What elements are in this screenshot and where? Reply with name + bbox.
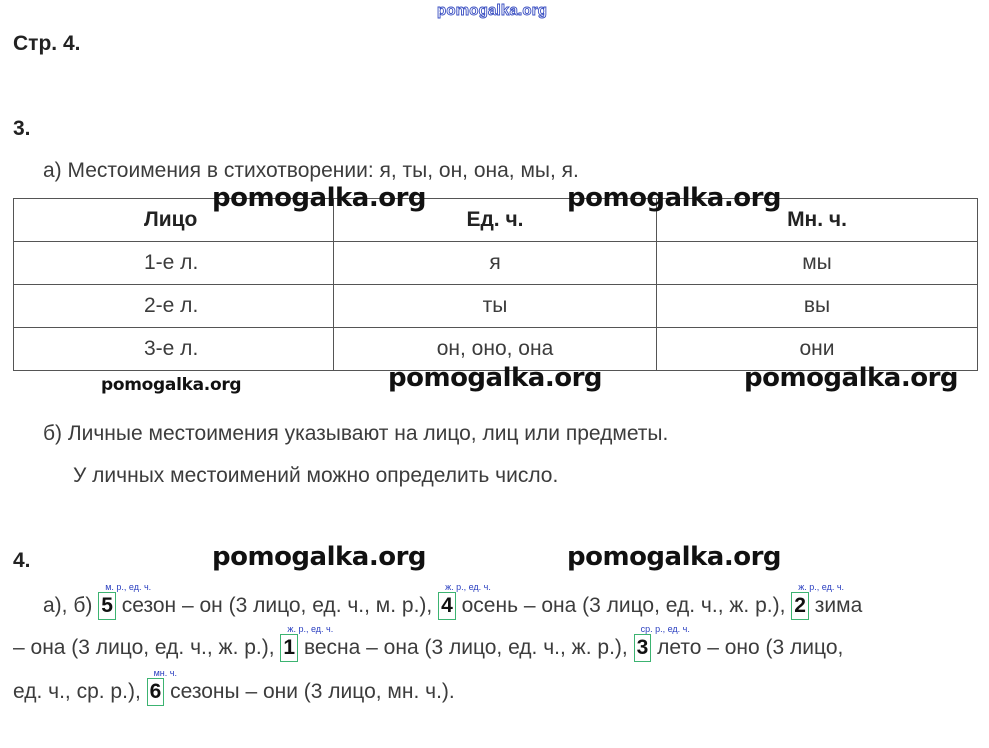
answer-text: сезоны – они (3 лицо, мн. ч.). [164, 680, 455, 703]
pronoun-table [13, 198, 978, 371]
page-label: Стр. 4. [13, 32, 81, 55]
answer-text: лето – оно (3 лицо, [651, 636, 844, 659]
task-4-number: 4. [13, 549, 31, 572]
answer-box [280, 624, 334, 662]
watermark: pomogalka.org [744, 363, 959, 393]
task-3b-text: б) Личные местоимения указывают на лицо, лиц или предметы. [43, 422, 669, 445]
table-row [14, 285, 978, 328]
table-row [14, 242, 978, 285]
table-cell: ты [334, 285, 657, 328]
answer-number: 5 [101, 594, 113, 617]
task-4-line-1 [43, 582, 863, 620]
table-cell: 2-е л. [14, 285, 334, 328]
grammar-annotation: мн. ч. [153, 668, 177, 678]
answer-number: 2 [794, 594, 806, 617]
table-cell: 3-е л. [14, 328, 334, 371]
task-4-prefix: а), б) [43, 594, 93, 617]
grammar-annotation: ж. р., ед. ч. [287, 624, 334, 634]
answer-text: весна – она (3 лицо, ед. ч., ж. р.), [298, 636, 634, 659]
watermark: pomogalka.org [101, 375, 242, 395]
watermark: pomogalka.org [388, 363, 603, 393]
grammar-annotation: ж. р., ед. ч. [445, 582, 491, 592]
answer-text: зима [808, 594, 863, 617]
watermark: pomogalka.org [567, 542, 782, 572]
answer-text: сезон – он (3 лицо, ед. ч., м. р.), [115, 594, 439, 617]
answer-number: 4 [441, 594, 453, 617]
answer-box [438, 582, 491, 620]
table-cell: мы [657, 242, 978, 285]
answer-number: 1 [283, 636, 296, 659]
table-cell: 1-е л. [14, 242, 334, 285]
table-cell: вы [657, 285, 978, 328]
answer-number: 6 [149, 680, 162, 703]
task-4-line-2 [13, 624, 844, 662]
table-cell: они [657, 328, 978, 371]
table-header-row [14, 199, 978, 242]
task-3b-text-2: У личных местоимений можно определить число. [73, 464, 559, 487]
grammar-annotation: ж. р., ед. ч. [798, 582, 845, 592]
answer-box [634, 624, 690, 662]
header-person: Лицо [14, 199, 334, 242]
table-cell: я [334, 242, 657, 285]
task-3-number: 3. [13, 117, 31, 140]
grammar-annotation: ср. р., ед. ч. [640, 624, 690, 634]
watermark: pomogalka.org [567, 183, 782, 213]
table-cell: он, оно, она [334, 328, 657, 371]
answer-number: 3 [636, 636, 649, 659]
watermark: pomogalka.org [212, 542, 427, 572]
answer-text: ед. ч., ср. р.), [13, 680, 147, 703]
answer-box [147, 668, 177, 706]
watermark: pomogalka.org [212, 183, 427, 213]
header-singular: Ед. ч. [334, 199, 657, 242]
answer-box [98, 582, 152, 620]
task-3a-text: а) Местоимения в стихотворении: я, ты, он, она, мы, я. [43, 159, 579, 182]
header-plural: Мн. ч. [657, 199, 978, 242]
grammar-annotation: м. р., ед. ч. [105, 582, 152, 592]
watermark-top: pomogalka.org [437, 2, 548, 19]
answer-text: – она (3 лицо, ед. ч., ж. р.), [13, 636, 281, 659]
answer-text: осень – она (3 лицо, ед. ч., ж. р.), [455, 594, 792, 617]
task-4-line-3 [13, 668, 455, 706]
